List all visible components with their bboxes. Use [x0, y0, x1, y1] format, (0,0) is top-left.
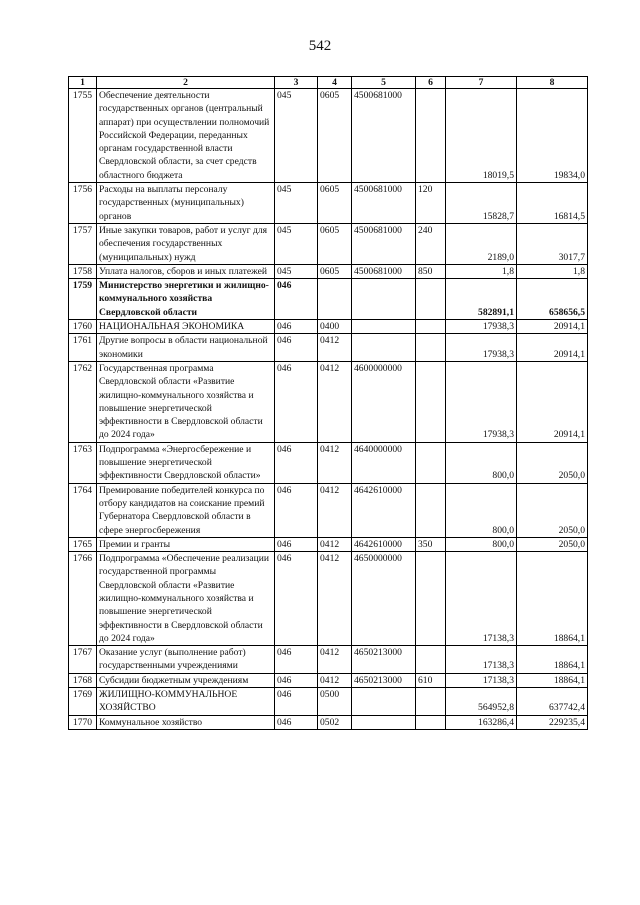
- table-header-row: [69, 77, 588, 89]
- amount-year2-cell: 18864,1: [517, 673, 588, 687]
- section-code-cell: 0412: [318, 361, 352, 442]
- target-article-cell: [352, 715, 416, 729]
- expense-type-cell: 120: [416, 183, 446, 224]
- table-row: [69, 89, 588, 183]
- amount-year1-cell: 163286,4: [446, 715, 517, 729]
- section-code-cell: 0605: [318, 89, 352, 183]
- expense-type-cell: [416, 646, 446, 674]
- expense-type-cell: [416, 442, 446, 483]
- row-name-cell: Иные закупки товаров, работ и услуг для обеспечения государственных (муниципальных) нужд: [97, 223, 275, 264]
- amount-year2-cell: 1,8: [517, 264, 588, 278]
- amount-year1-cell: 17138,3: [446, 673, 517, 687]
- section-code-cell: 0412: [318, 442, 352, 483]
- table-row: [69, 483, 588, 537]
- expense-type-cell: [416, 552, 446, 646]
- section-code-cell: 0502: [318, 715, 352, 729]
- column-header: 8: [517, 77, 588, 89]
- target-article-cell: 4650000000: [352, 552, 416, 646]
- amount-year2-cell: 18864,1: [517, 552, 588, 646]
- section-code-cell: 0605: [318, 223, 352, 264]
- amount-year1-cell: 800,0: [446, 442, 517, 483]
- expense-type-cell: 350: [416, 537, 446, 551]
- target-article-cell: 4650213000: [352, 673, 416, 687]
- amount-year2-cell: 229235,4: [517, 715, 588, 729]
- row-number-cell: 1759: [69, 279, 97, 320]
- amount-year1-cell: 564952,8: [446, 688, 517, 716]
- row-number-cell: 1765: [69, 537, 97, 551]
- table-row: [69, 223, 588, 264]
- section-code-cell: 0605: [318, 264, 352, 278]
- section-code-cell: 0412: [318, 552, 352, 646]
- ministry-code-cell: 045: [275, 264, 318, 278]
- amount-year2-cell: 2050,0: [517, 537, 588, 551]
- row-number-cell: 1769: [69, 688, 97, 716]
- expense-type-cell: [416, 361, 446, 442]
- row-number-cell: 1755: [69, 89, 97, 183]
- ministry-code-cell: 045: [275, 89, 318, 183]
- table-row: [69, 715, 588, 729]
- amount-year1-cell: 800,0: [446, 537, 517, 551]
- row-name-cell: Коммунальное хозяйство: [97, 715, 275, 729]
- row-number-cell: 1763: [69, 442, 97, 483]
- target-article-cell: [352, 320, 416, 334]
- section-code-cell: 0412: [318, 537, 352, 551]
- row-name-cell: НАЦИОНАЛЬНАЯ ЭКОНОМИКА: [97, 320, 275, 334]
- expense-type-cell: [416, 688, 446, 716]
- target-article-cell: 4500681000: [352, 183, 416, 224]
- amount-year1-cell: 17938,3: [446, 320, 517, 334]
- table-row: [69, 442, 588, 483]
- row-number-cell: 1767: [69, 646, 97, 674]
- row-number-cell: 1761: [69, 334, 97, 362]
- row-number-cell: 1756: [69, 183, 97, 224]
- ministry-code-cell: 045: [275, 183, 318, 224]
- ministry-code-cell: 046: [275, 483, 318, 537]
- ministry-code-cell: 046: [275, 537, 318, 551]
- expense-type-cell: [416, 334, 446, 362]
- amount-year2-cell: 658656,5: [517, 279, 588, 320]
- ministry-code-cell: 046: [275, 279, 318, 320]
- amount-year1-cell: 17138,3: [446, 646, 517, 674]
- section-code-cell: [318, 279, 352, 320]
- amount-year1-cell: 582891,1: [446, 279, 517, 320]
- ministry-code-cell: 046: [275, 442, 318, 483]
- ministry-code-cell: 046: [275, 688, 318, 716]
- row-name-cell: Расходы на выплаты персоналу государственных (муниципальных) органов: [97, 183, 275, 224]
- target-article-cell: 4650213000: [352, 646, 416, 674]
- expense-type-cell: 850: [416, 264, 446, 278]
- amount-year2-cell: 3017,7: [517, 223, 588, 264]
- amount-year2-cell: 16814,5: [517, 183, 588, 224]
- section-code-cell: 0412: [318, 334, 352, 362]
- amount-year2-cell: 20914,1: [517, 334, 588, 362]
- table-row: [69, 334, 588, 362]
- table-row: [69, 552, 588, 646]
- target-article-cell: 4642610000: [352, 483, 416, 537]
- table-row: [69, 646, 588, 674]
- expense-type-cell: 240: [416, 223, 446, 264]
- page-number: 542: [308, 38, 332, 54]
- section-code-cell: 0500: [318, 688, 352, 716]
- row-name-cell: Оказание услуг (выполнение работ) государственными учреждениями: [97, 646, 275, 674]
- amount-year2-cell: 637742,4: [517, 688, 588, 716]
- column-header: 4: [318, 77, 352, 89]
- ministry-code-cell: 045: [275, 223, 318, 264]
- target-article-cell: [352, 334, 416, 362]
- amount-year1-cell: 17138,3: [446, 552, 517, 646]
- amount-year1-cell: 15828,7: [446, 183, 517, 224]
- budget-table: [68, 76, 588, 730]
- expense-type-cell: [416, 715, 446, 729]
- row-name-cell: Премии и гранты: [97, 537, 275, 551]
- column-header: 5: [352, 77, 416, 89]
- row-name-cell: Премирование победителей конкурса по отбору кандидатов на соискание премий Губернатора Свердловской области в сфере энергосбережения: [97, 483, 275, 537]
- row-number-cell: 1764: [69, 483, 97, 537]
- target-article-cell: [352, 279, 416, 320]
- column-header: 6: [416, 77, 446, 89]
- table-row: [69, 320, 588, 334]
- expense-type-cell: [416, 279, 446, 320]
- amount-year2-cell: 20914,1: [517, 320, 588, 334]
- row-number-cell: 1760: [69, 320, 97, 334]
- table-row: [69, 264, 588, 278]
- amount-year2-cell: 19834,0: [517, 89, 588, 183]
- section-code-cell: 0400: [318, 320, 352, 334]
- section-code-cell: 0412: [318, 673, 352, 687]
- amount-year1-cell: 2189,0: [446, 223, 517, 264]
- row-name-cell: Подпрограмма «Обеспечение реализации государственной программы Свердловской области «Развитие жилищно-коммунального хозяйства и повышение энергетической эффективности в Свердловской области до 2024 года»: [97, 552, 275, 646]
- amount-year1-cell: 800,0: [446, 483, 517, 537]
- ministry-code-cell: 046: [275, 646, 318, 674]
- ministry-code-cell: 046: [275, 334, 318, 362]
- table-row: [69, 361, 588, 442]
- table-row: [69, 537, 588, 551]
- column-header: 3: [275, 77, 318, 89]
- row-name-cell: Государственная программа Свердловской области «Развитие жилищно-коммунального хозяйства и повышение энергетической эффективности в Свердловской области до 2024 года»: [97, 361, 275, 442]
- row-name-cell: Подпрограмма «Энергосбережение и повышение энергетической эффективности Свердловской области»: [97, 442, 275, 483]
- ministry-code-cell: 046: [275, 320, 318, 334]
- target-article-cell: 4600000000: [352, 361, 416, 442]
- target-article-cell: 4500681000: [352, 264, 416, 278]
- section-code-cell: 0412: [318, 483, 352, 537]
- table-body: [69, 89, 588, 730]
- target-article-cell: 4500681000: [352, 89, 416, 183]
- amount-year2-cell: 18864,1: [517, 646, 588, 674]
- row-name-cell: Министерство энергетики и жилищно-коммунального хозяйства Свердловской области: [97, 279, 275, 320]
- row-number-cell: 1768: [69, 673, 97, 687]
- row-name-cell: Субсидии бюджетным учреждениям: [97, 673, 275, 687]
- expense-type-cell: [416, 483, 446, 537]
- table-row: [69, 673, 588, 687]
- amount-year2-cell: 2050,0: [517, 483, 588, 537]
- table-row: [69, 688, 588, 716]
- row-number-cell: 1766: [69, 552, 97, 646]
- ministry-code-cell: 046: [275, 552, 318, 646]
- amount-year1-cell: 17938,3: [446, 361, 517, 442]
- amount-year2-cell: 2050,0: [517, 442, 588, 483]
- target-article-cell: 4640000000: [352, 442, 416, 483]
- target-article-cell: 4500681000: [352, 223, 416, 264]
- section-code-cell: 0412: [318, 646, 352, 674]
- amount-year1-cell: 1,8: [446, 264, 517, 278]
- row-number-cell: 1757: [69, 223, 97, 264]
- expense-type-cell: [416, 320, 446, 334]
- row-number-cell: 1762: [69, 361, 97, 442]
- column-header: 7: [446, 77, 517, 89]
- row-name-cell: ЖИЛИЩНО-КОММУНАЛЬНОЕ ХОЗЯЙСТВО: [97, 688, 275, 716]
- target-article-cell: 4642610000: [352, 537, 416, 551]
- column-header: 2: [97, 77, 275, 89]
- row-name-cell: Другие вопросы в области национальной экономики: [97, 334, 275, 362]
- row-name-cell: Обеспечение деятельности государственных органов (центральный аппарат) при осуществлении полномочий Российской Федерации, переданных органам государственной власти Свердловской области, за счет средств областного бюджета: [97, 89, 275, 183]
- table-row: [69, 183, 588, 224]
- row-number-cell: 1758: [69, 264, 97, 278]
- column-header: 1: [69, 77, 97, 89]
- target-article-cell: [352, 688, 416, 716]
- section-code-cell: 0605: [318, 183, 352, 224]
- row-name-cell: Уплата налогов, сборов и иных платежей: [97, 264, 275, 278]
- ministry-code-cell: 046: [275, 715, 318, 729]
- ministry-code-cell: 046: [275, 361, 318, 442]
- expense-type-cell: [416, 89, 446, 183]
- table-row: [69, 279, 588, 320]
- amount-year1-cell: 17938,3: [446, 334, 517, 362]
- amount-year2-cell: 20914,1: [517, 361, 588, 442]
- amount-year1-cell: 18019,5: [446, 89, 517, 183]
- row-number-cell: 1770: [69, 715, 97, 729]
- expense-type-cell: 610: [416, 673, 446, 687]
- ministry-code-cell: 046: [275, 673, 318, 687]
